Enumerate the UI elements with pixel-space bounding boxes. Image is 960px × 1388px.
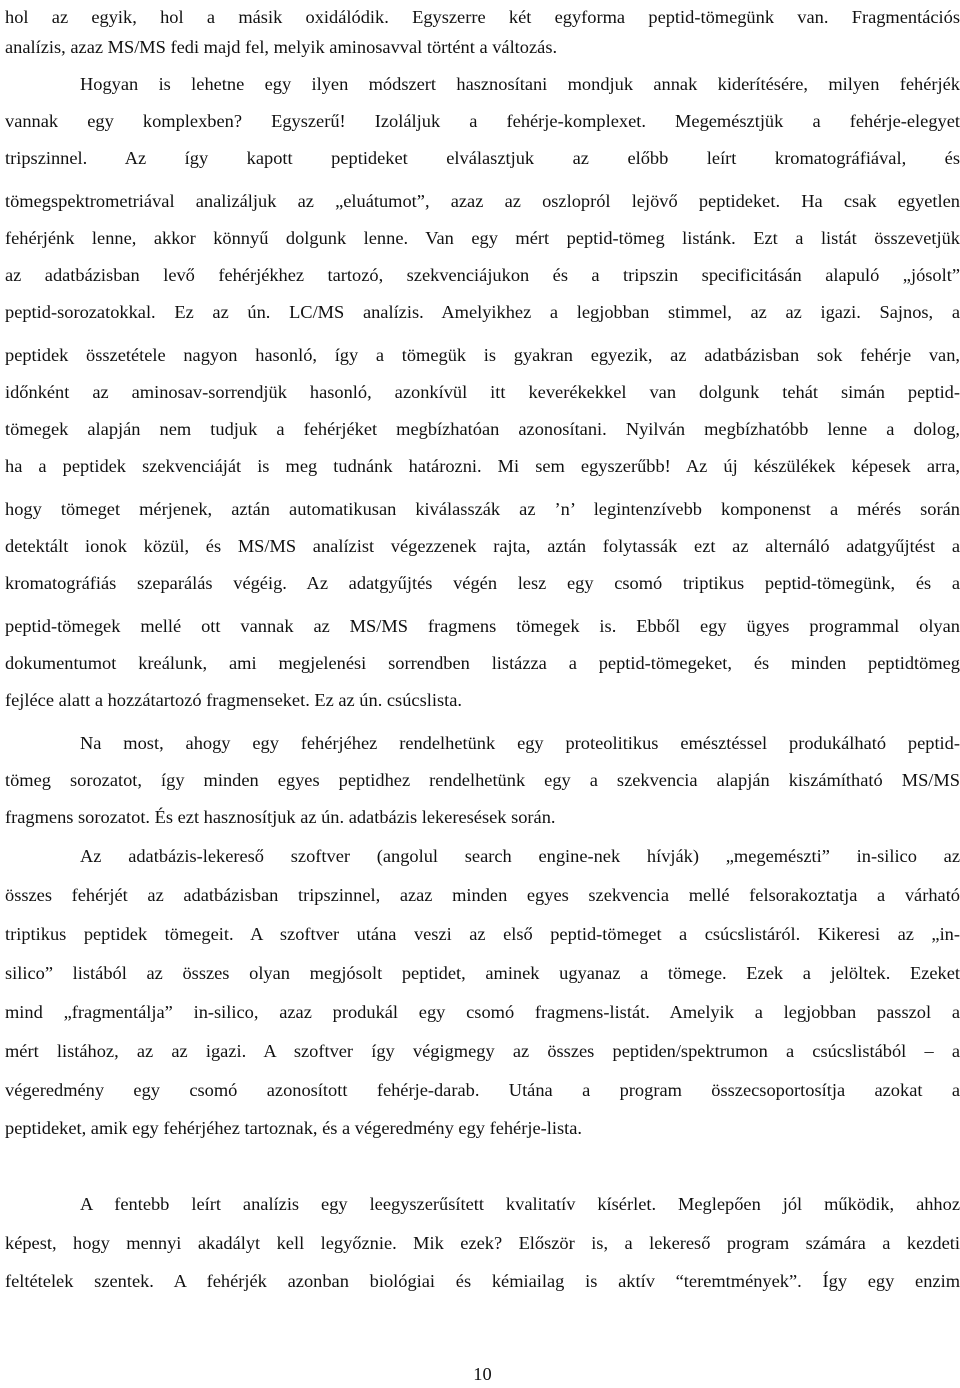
text-line: az adatbázisban levő fehérjékhez tartozó, szekvenciájukon és a tripszin specificitásán alapuló „jósolt” bbox=[5, 265, 960, 285]
text-line: Az adatbázis-lekereső szoftver (angolul search engine-nek hívják) „megemészti” in-silico az bbox=[80, 846, 960, 866]
text-line: összes fehérjét az adatbázisban tripszinnel, azaz minden egyes szekvencia mellé felsorakoztatja a várható bbox=[5, 885, 960, 905]
text-line: Hogyan is lehetne egy ilyen módszert hasznosítani mondjuk annak kiderítésére, milyen fehérjék bbox=[80, 74, 960, 94]
text-line: dokumentumot kreálunk, ami megjelenési sorrendben listázza a peptid-tömegeket, és minden peptidtömeg bbox=[5, 653, 960, 673]
text-line: fejléce alatt a hozzátartozó fragmenseket. Ez az ún. csúcslista. bbox=[5, 690, 462, 710]
text-line: peptid-sorozatokkal. Ez az ún. LC/MS analízis. Amelyikhez a legjobban stimmel, az az igazi. Sajnos, a bbox=[5, 302, 960, 322]
text-line: hol az egyik, hol a másik oxidálódik. Egyszerre két egyforma peptid-tömegünk van. Fragmentációs bbox=[5, 7, 960, 27]
text-line: tömeg sorozatot, így minden egyes peptidhez rendelhetünk egy a szekvencia alapján kiszámítható MS/MS bbox=[5, 770, 960, 790]
text-line: tömegek alapján nem tudjuk a fehérjéket megbízhatóan azonosítani. Nyilván megbízhatóbb lenne a dolog, bbox=[5, 419, 960, 439]
text-line: analízis, azaz MS/MS fedi majd fel, melyik aminosavval történt a változás. bbox=[5, 37, 558, 57]
text-line: mind „fragmentálja” in-silico, azaz produkál egy csomó fragmens-listát. Amelyik a legjobban passzol a bbox=[5, 1002, 960, 1022]
text-line: peptidek összetétele nagyon hasonló, így a tömegük is gyakran egyezik, az adatbázisban sok fehérje van, bbox=[5, 345, 960, 365]
text-line: tömegspektrometriával analizáljuk az „eluátumot”, azaz az oszlopról lejövő peptideket. Ha csak egyetlen bbox=[5, 191, 960, 211]
text-line: végeredmény egy csomó azonosított fehérje-darab. Utána a program összecsoportosítja azokat a bbox=[5, 1080, 960, 1100]
text-line: képest, hogy mennyi akadályt kell legyőznie. Mik ezek? Először is, a lekereső program számára a kezdeti bbox=[5, 1233, 960, 1253]
text-line: triptikus peptidek tömegeit. A szoftver utána veszi az első peptid-tömeget a csúcslistáról. Kikeresi az „in- bbox=[5, 924, 960, 944]
text-line: feltételek szentek. A fehérjék azonban biológiai és kémiailag is aktív “teremtmények”. Így egy enzim bbox=[5, 1271, 960, 1291]
text-line: peptideket, amik egy fehérjéhez tartoznak, és a végeredmény egy fehérje-lista. bbox=[5, 1118, 582, 1138]
text-line: ha a peptidek szekvenciáját is meg tudnánk határozni. Mi sem egyszerűbb! Az új készülékek képesek arra, bbox=[5, 456, 960, 476]
text-line: tripszinnel. Az így kapott peptideket elválasztjuk az előbb leírt kromatográfiával, és bbox=[5, 148, 960, 168]
text-line: fehérjénk lenne, akkor könnyű dolgunk lenne. Van egy mért peptid-tömeg listánk. Ezt a listát összevetjük bbox=[5, 228, 960, 248]
page-number: 10 bbox=[473, 1364, 492, 1384]
text-line: fragmens sorozatot. És ezt hasznosítjuk az ún. adatbázis lekeresések során. bbox=[5, 807, 556, 827]
text-line: Na most, ahogy egy fehérjéhez rendelhetünk egy proteolitikus emésztéssel produkálható peptid- bbox=[80, 733, 960, 753]
document-page bbox=[5, 0, 960, 1385]
text-line: hogy tömeget mérjenek, aztán automatikusan kiválasszák az ’n’ legintenzívebb komponenst a mérés során bbox=[5, 499, 960, 519]
text-line: silico” listából az összes olyan megjósolt peptidet, aminek ugyanaz a tömege. Ezek a jelöltek. Ezeket bbox=[5, 963, 960, 983]
text-line: vannak egy komplexben? Egyszerű! Izoláljuk a fehérje-komplexet. Megemésztjük a fehérje-elegyet bbox=[5, 111, 960, 131]
text-line: mért listához, az az igazi. A szoftver így végigmegy az összes peptiden/spektrumon a csúcslistából – a bbox=[5, 1041, 960, 1061]
text-line: detektált ionok közül, és MS/MS analízist végezzenek rajta, aztán folytassák ezt az alternáló adatgyűjtést a bbox=[5, 536, 960, 556]
text-line: A fentebb leírt analízis egy leegyszerűsített kvalitatív kísérlet. Meglepően jól működik, ahhoz bbox=[80, 1194, 960, 1214]
text-line: kromatográfiás szeparálás végéig. Az adatgyűjtés végén lesz egy csomó triptikus peptid-tömegünk, és a bbox=[5, 573, 960, 593]
text-line: peptid-tömegek mellé ott vannak az MS/MS fragmens tömegek is. Ebből egy ügyes programmal olyan bbox=[5, 616, 960, 636]
text-line: időnként az aminosav-sorrendjük hasonló, azonkívül itt keverékekkel van dolgunk tehát simán peptid- bbox=[5, 382, 960, 402]
